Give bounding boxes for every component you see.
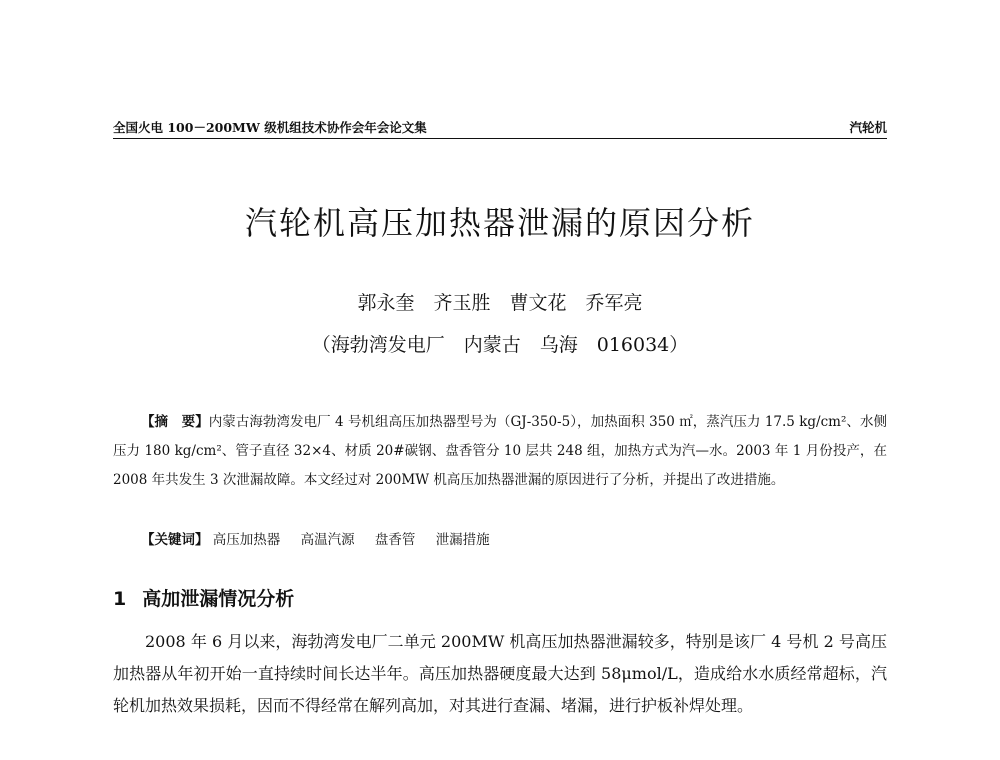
keywords-label: 【关键词】: [141, 532, 209, 548]
keyword-item: 泄漏措施: [435, 532, 490, 548]
author-affiliation: （海勃湾发电厂 内蒙古 乌海 016034）: [311, 334, 689, 356]
section-number: 1: [113, 588, 127, 610]
keyword-item: 高温汽源: [300, 532, 355, 548]
section-title: 高加泄漏情况分析: [142, 588, 295, 610]
header-section-name: 汽轮机: [849, 120, 887, 135]
body-paragraph: 2008 年 6 月以来，海勃湾发电厂二单元 200MW 机高压加热器泄漏较多，特别是该厂 4 号机 2 号高压加热器从年初开始一直持续时间长达半年。高压加热器硬度最大达到 58μmol/L，造成给水水质经常超标，汽轮机加热效果损耗，因而不得经常在解列高加，对其进行查漏、堵漏，进行护板补焊处理。: [113, 632, 887, 715]
header-proceedings-title: 全国火电 100－200MW 级机组技术协作会年会论文集: [113, 120, 427, 135]
section-heading: [113, 584, 887, 611]
running-header: [113, 116, 887, 139]
keyword-item: 盘香管: [374, 532, 416, 548]
paper-title: 汽轮机高压加热器泄漏的原因分析: [244, 204, 755, 242]
abstract-text: 内蒙古海勃湾发电厂 4 号机组高压加热器型号为（GJ-350-5），加热面积 350 ㎡，蒸汽压力 17.5 kg/cm²、水侧压力 180 kg/cm²、管子直径 32×4、材质 20#碳钢、盘香管分 10 层共 248 组，加热方式为汽—水。2003 年 1 月份投产，在 2008 年共发生 3 次泄漏故障。本文经过对 200MW 机高压加热器泄漏的原因进行了分析，并提出了改进措施。: [113, 414, 888, 488]
author-list: 郭永奎 齐玉胜 曹文花 乔军亮: [357, 292, 643, 314]
abstract: [113, 408, 887, 495]
abstract-label: 【摘 要】: [141, 414, 209, 430]
keywords: [141, 528, 887, 548]
keyword-item: 高压加热器: [212, 532, 281, 548]
